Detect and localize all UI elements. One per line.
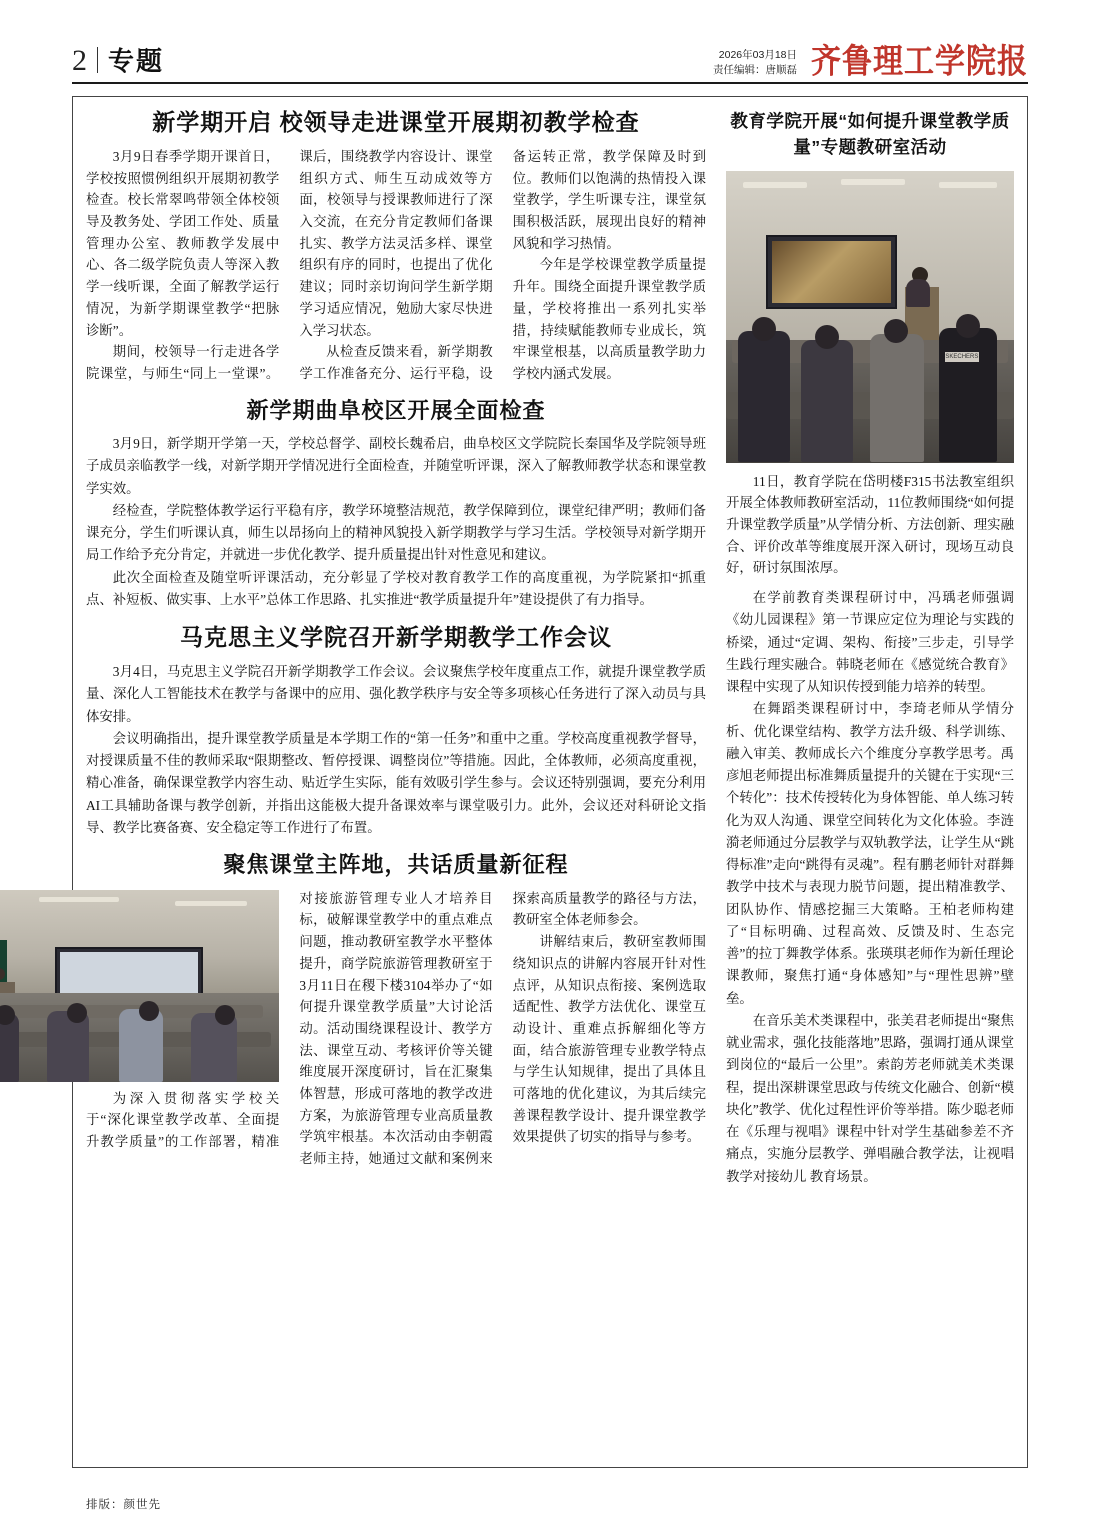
student-figure [47, 1011, 89, 1082]
paragraph: 在音乐美术类课程中，张美君老师提出“聚焦就业需求，强化技能落地”思路，强调打通从课堂到岗位的“最后一公里”。索韵芳老师就美术类课程，提出深耕课堂思政与传统文化融合、创新“模块化”教学、优化过程性评价等举措。陈少聪老师在《乐理与视唱》课程中针对学生基础参差不齐痛点，实施分层教学、弹唱融合教学法，让视唱教学对接幼儿 教育场景。 [726, 1012, 1014, 1184]
story-4-headline: 聚焦课堂主阵地，共话质量新征程 [223, 852, 569, 878]
spacer [86, 611, 706, 623]
paragraph: 11日，教育学院在岱明楼F315书法教室组织开展全体教师教研室活动，11位教师围绕“如何提升课堂教学质量”从学情分析、方法创新、理实融合、评价改革等维度展开深入研讨，现场互动良好，研讨氛围浓厚。 [726, 473, 1014, 576]
paragraph: 经检查，学院整体教学运行平稳有序，教学环境整洁规范，教学保障到位，课堂纪律严明；教师们备课充分，学生们听课认真，师生以昂扬向上的精神风貌投入新学期教学与学习生活。学校领导对新学期开局工作给予充分肯定，并就进一步优化教学、提升质量提出针对性意见和建议。 [86, 502, 706, 563]
paragraph: 3月9日春季学期开课首日，学校按照惯例组织开展期初教学检查。校长常翠鸣带领全体校领导及教务处、学团工作处、质量管理办公室、教师教学发展中心、各二级学院负责人等深入教学一线听课，全面了解教学运行情况，为新学期课堂教学“把脉诊断”。 [86, 148, 280, 338]
editor-credit: 责任编辑：唐顺磊 [713, 64, 797, 77]
presenter-figure [906, 279, 930, 307]
story-3-headline: 马克思主义学院召开新学期教学工作会议 [180, 624, 612, 651]
spacer [86, 839, 706, 851]
story-new-semester-inspection [86, 108, 706, 385]
paragraph: 从检查反馈来看，新学期教学工作准备充分、运行平稳，设备运转正常，教学保障及时到位。教师们以饱满的热情投入课堂教学，学生听课专注，课堂氛围积极活跃，展现出良好的精神风貌和学习热情。 [299, 148, 706, 381]
masthead-meta [713, 48, 797, 80]
paper-logo: 齐鲁理工学院报 [811, 43, 1028, 81]
projection-screen [766, 235, 897, 309]
right-story-body [726, 587, 1014, 1188]
paragraph: 在舞蹈类课程研讨中，李琦老师从学情分析、优化课堂结构、教学方法升级、科学训练、融入审美、教师成长六个维度分享教学思考。禹彦旭老师提出标准舞质量提升的关键在于实现“三个转化”：技术传授转化为身体智能、单人练习转化为双人沟通、课堂空间转化为文化体验。李涟漪老师通过分层教学与双轨教学法，让学生从“跳得标准”走向“跳得有灵魂”。程有鹏老师针对群舞教学中技术与表现力脱节问题，提出精准教学、团队协作、情感挖掘三大策略。王柏老师构建了“目标明确、过程高效、反馈及时、生态完善”的拉丁舞教学体系。张瑛琪老师作为新任理论课教师，聚焦打通“身体感知”与“理性思辨”壁垒。 [726, 701, 1014, 1006]
paragraph: 讲解结束后，教研室教师围绕知识点的讲解内容展开针对性点评，从知识点衔接、案例选取适配性、教学方法优化、课堂互动设计、重难点拆解细化等方面，结合旅游管理专业教学特点与学生认知规律，提出了具体且可落地的优化建议，为其后续完善课程教学设计、提升课堂教学效果提供了切实的指导与参考。 [512, 934, 706, 1145]
right-story-headline: 教育学院开展“如何提升课堂教学质量”专题教研室活动 [730, 111, 1010, 158]
projection-screen-image [772, 241, 891, 303]
spacer [86, 385, 706, 397]
projection-screen-image [60, 952, 198, 996]
teacher-figure [939, 328, 997, 462]
calligraphy-classroom-photo [726, 171, 1014, 463]
story-1-body [86, 146, 706, 385]
teacher-head [956, 314, 980, 338]
story-qufu-campus-inspection [86, 397, 706, 612]
ceiling-light-icon [39, 897, 119, 902]
teacher-figure [801, 340, 853, 463]
section-title: 专题 [108, 46, 165, 76]
ceiling-light-icon [743, 182, 806, 188]
paragraph: 会议明确指出，提升课堂教学质量是本学期工作的“第一任务”和重中之重。学校高度重视教学督导，对授课质量不佳的教师采取“限期整改、暂停授课、调整岗位”等措施。因此，全体教师，必须高度重视，精心准备，确保课堂教学内容生动、贴近学生实际，能有效吸引学生参与。会议还特别强调，要充分利用AI工具辅助备课与教学创新，并指出这能极大提升备课效率与课堂吸引力。此外，会议还对科研论文指导、教学比赛备赛、安全稳定等工作进行了布置。 [86, 730, 706, 835]
paragraph: 3月9日，新学期开学第一天，学校总督学、副校长魏希启，曲阜校区文学院院长秦国华及学院领导班子成员亲临教学一线，对新学期开学情况进行全面检查，并随堂听评课，深入了解教师教学状态和课堂教学实效。 [86, 436, 706, 496]
paragraph: 为深入贯彻落实学校关于“深化课堂教学改革、全面提升教学质量”的工作部署，精准对接旅游管理专业人才培养目标，破解课堂教学中的重点难点问题，推动教研室教学水平整体提升，商学院旅游管理教研室于3月11日在稷下楼3104举办了“如何提升课堂教学质量”大讨论活动。活动围绕课程设计、教学方法、课堂互动、考核评价等关键维度展开深度研讨，旨在汇聚集体智慧，形成可落地的教学改进方案，为旅游管理专业高质量教学筑牢根基。本次活动由李朝霞老师主持，她通过文献和案例来探索高质量教学的路径与方法，教研室全体老师参会。 [86, 890, 706, 1167]
teacher-head [752, 317, 776, 341]
page-number: 2 [72, 44, 87, 77]
ceiling-light-icon [939, 182, 997, 188]
layout-credit: 排版：颜世先 [86, 1499, 161, 1511]
paragraph: 今年是学校课堂教学质量提升年。围绕全面提升课堂教学质量，学校将推出一系列扎实举措，持续赋能教师专业成长，筑牢课堂根基，以高质量教学助力学校内涵式发展。 [512, 257, 706, 381]
right-photo-caption [726, 471, 1014, 580]
paragraph: 在学前教育类课程研讨中，冯瑀老师强调《幼儿园课程》第一节课应定位为理论与实践的桥梁，通过“定调、架构、衔接”三步走，引导学生践行理实融合。韩晓老师在《感觉统合教育》课程中实现了从知识传授到能力培养的转型。 [726, 590, 1014, 695]
story-4-body [86, 888, 706, 1170]
paragraph: 此次全面检查及随堂听评课活动，充分彰显了学校对教育教学工作的高度重视，为学院紧扣“抓重点、补短板、做实事、上水平”总体工作思路、扎实推进“教学质量提升年”建设提供了有力指导。 [86, 569, 706, 607]
ceiling-light-icon [175, 901, 247, 906]
story-2-headline: 新学期曲阜校区开展全面检查 [246, 397, 546, 423]
masthead [72, 30, 1028, 84]
masthead-left [72, 41, 164, 82]
ceiling-light-icon [841, 179, 904, 185]
inline-classroom-photo [0, 890, 279, 1082]
story-2-body [86, 433, 706, 611]
masthead-right [713, 43, 1028, 83]
left-content-block [86, 108, 706, 1170]
story-1-headline: 新学期开启 校领导走进课堂开展期初教学检查 [152, 109, 640, 135]
paragraph: 3月4日，马克思主义学院召开新学期教学工作会议。会议聚焦学校年度重点工作，就提升课堂教学质量、深化人工智能技术在教学与备课中的应用、强化教学秩序与安全等多项核心任务进行了深入动员与具体安排。 [86, 664, 706, 724]
right-content-block [726, 108, 1014, 1188]
story-marxism-school-meeting [86, 623, 706, 839]
student-figure [119, 1009, 163, 1082]
jacket-logo: SKECHERS [945, 353, 979, 360]
paragraph: 期间，校领导一行走进各学院课堂，与师生“同上一堂课”。课后，围绕教学内容设计、课堂组织方式、师生互动成效等方面，校领导与授课教师进行了深入交流，在充分肯定教师们备课扎实、教学方法灵活多样、课堂组织有序的同时，也提出了优化建议；同时亲切询问学生新学期学习适应情况，勉励大家尽快进入学习状态。 [86, 148, 493, 381]
story-classroom-quality-discussion [86, 851, 706, 1170]
publication-date: 2026年03月18日 [718, 48, 797, 61]
teacher-figure [870, 334, 924, 462]
teacher-figure [738, 331, 790, 462]
story-3-body [86, 661, 706, 839]
masthead-divider-line [97, 47, 98, 73]
